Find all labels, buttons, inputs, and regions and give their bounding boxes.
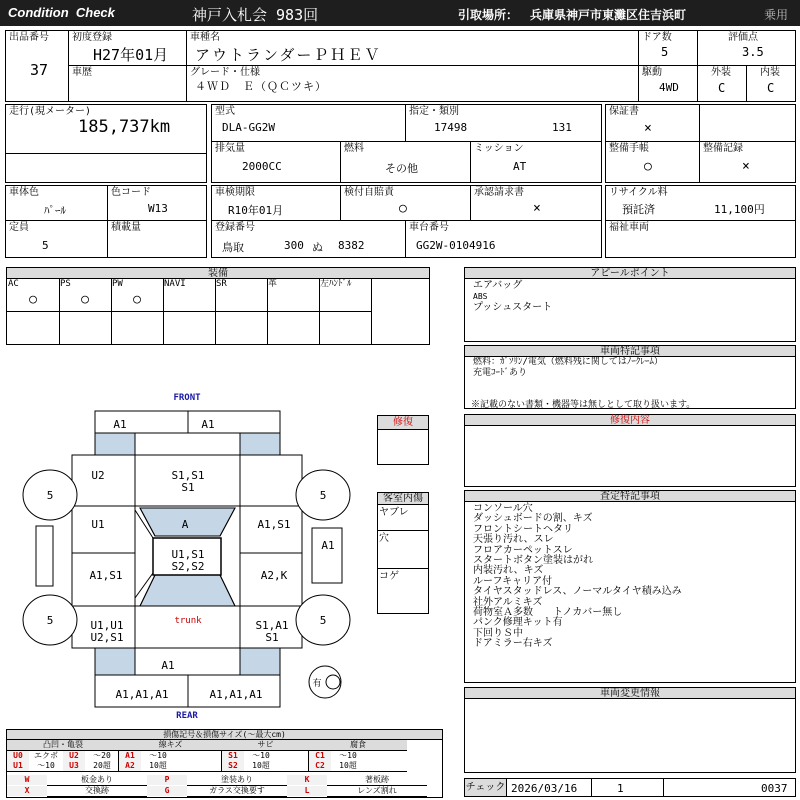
legend-code: K — [287, 775, 327, 785]
legend-desc: 10超 — [252, 761, 270, 770]
drive-cell: 駆動 4WD — [638, 65, 698, 102]
inspection-note: ドアミラー右キズ — [473, 638, 553, 650]
legend-code: U0 — [7, 751, 29, 761]
modification-title: 車両変更情報 — [465, 688, 795, 699]
tire-rear-right: 5 — [319, 614, 327, 627]
special-list — [473, 357, 663, 379]
exterior-grade: C — [718, 81, 726, 95]
legend-title: 損傷記号＆損傷サイズ(〜最大cm) — [7, 730, 442, 740]
legend-code: L — [287, 786, 327, 796]
legend-code: P — [147, 775, 187, 785]
mark-bonnet: S1,S1 S1 — [171, 469, 205, 494]
approval-request: × — [533, 201, 541, 216]
inspection-note: コンソール穴 — [473, 503, 533, 514]
chassis-number-cell: 車台番号 GG2W-0104916 — [405, 220, 602, 258]
equipment-empty-cell — [319, 312, 372, 344]
legend-group-name: サビ — [222, 740, 309, 751]
header-bar — [0, 0, 800, 26]
score-cell: 評価点 3.5 — [697, 30, 796, 66]
legend-desc: 〜20 — [93, 751, 111, 760]
inspection-note: ルーフキャリア付 — [473, 575, 553, 587]
maintenance-record-cell: 整備記録 × — [699, 141, 796, 183]
fuel-cell: 燃料 その他 — [340, 141, 471, 183]
color-code-cell: 色コード W13 — [107, 185, 207, 221]
pickup-label: 引取場所： — [458, 8, 519, 22]
front-label: FRONT — [173, 393, 201, 403]
inspection-expiry: R10年01月 — [228, 204, 284, 217]
first-registration-cell: 初度登録 H27年01月 — [68, 30, 187, 66]
check-date: 2026/03/16 — [511, 782, 578, 795]
mark-right-rear-door: A2,K — [260, 569, 288, 582]
appeal-item: エアバッグ — [473, 280, 523, 291]
mileage: 185,737km — [78, 117, 171, 137]
grade-cell: グレード・仕様 ４ＷＤ Ｅ（ＱＣツキ） — [186, 65, 639, 102]
plate-area: 鳥取 — [222, 241, 244, 254]
equipment-empty-cell — [111, 312, 164, 344]
maintenance-book: ○ — [644, 159, 652, 174]
legend-desc: 〜10 — [339, 751, 357, 760]
legend-desc: レンズ割れ — [327, 786, 427, 797]
legend-desc: 板金あり — [47, 775, 147, 786]
plate-number: 8382 — [338, 239, 365, 252]
legend-code: C2 — [309, 761, 331, 771]
tire-front-left: 5 — [46, 489, 54, 502]
appeal-points — [464, 267, 796, 342]
pickup-location: 兵庫県神戸市東灘区住吉浜町 — [530, 8, 687, 22]
legend-desc: 〜10 — [149, 751, 167, 760]
legend-desc: 20超 — [93, 761, 111, 770]
displacement: 2000CC — [242, 160, 282, 173]
maintenance-book-cell: 整備手帳 ○ — [605, 141, 700, 183]
load-capacity-cell: 積載量 — [107, 220, 207, 258]
legend-code: S1 — [222, 751, 244, 761]
mileage-sub-cell — [5, 153, 207, 183]
inspection-note: 内装汚れ、キズ — [473, 565, 544, 577]
maintenance-record: × — [742, 159, 750, 174]
inspection-note: 天張り汚れ、スレ — [473, 534, 554, 546]
legend-desc: 10超 — [149, 761, 167, 770]
legend-group — [222, 740, 309, 772]
approval-cell: 承認請求書 × — [470, 185, 602, 221]
inspection-notes-title: 査定特記事項 — [465, 491, 795, 502]
equipment-empty-cell — [215, 312, 268, 344]
repair-content — [464, 414, 796, 487]
mark-windshield: A — [181, 518, 189, 531]
plate-class: 300 — [284, 239, 304, 252]
legend-group-name: 凸凹・亀裂 — [7, 740, 119, 751]
special-item: 充電ｺｰﾄﾞあり — [473, 368, 528, 378]
doors-cell: ドア数 5 — [638, 30, 698, 66]
equipment-item: AC ○ — [7, 279, 60, 312]
interior-damage-burn: コゲ — [379, 571, 399, 582]
mileage-cell: 走行(現メーター) 185,737km — [5, 104, 207, 154]
model-cell: 型式 DLA-GG2W — [211, 104, 406, 142]
warranty-blank-cell — [699, 104, 796, 142]
legend-code: U1 — [7, 761, 29, 771]
legend-code: S2 — [222, 761, 244, 771]
body-color: ﾊﾟｰﾙ — [44, 204, 66, 217]
tire-rear-left: 5 — [46, 614, 54, 627]
mission: AT — [513, 160, 527, 173]
special-footnote: ※記載のない書類・機器等は無しとして取り扱います。 — [471, 400, 696, 410]
mark-left-front-door: U1 — [91, 518, 105, 531]
legend-desc: 〜10 — [37, 761, 55, 770]
inspection-note: 荷物室Ａ多数 トノカバー無し — [473, 607, 623, 619]
mark-rear-bumper: A1 — [161, 659, 175, 672]
equipment-item: SR — [215, 279, 268, 312]
legend-desc: ガラス交換要す — [187, 786, 287, 797]
rear-label: REAR — [176, 711, 198, 721]
legend-code: A2 — [119, 761, 141, 771]
appeal-item: ABS — [473, 292, 488, 301]
equipment-title: 装備 — [7, 268, 429, 279]
mark-right-front-fender: A1,S1 — [257, 518, 291, 531]
car-name: アウトランダーＰＨＥＶ — [195, 46, 382, 64]
model-code: DLA-GG2W — [222, 121, 275, 134]
inspection-note: タイヤスタッドレス、ノーマルタイヤ積み込み — [473, 586, 682, 598]
drive: 4WD — [659, 81, 679, 94]
check-id: 0037 — [761, 782, 788, 795]
legend-group-name: 腐食 — [309, 740, 407, 751]
repair-box — [377, 415, 429, 465]
capacity: 5 — [42, 239, 49, 252]
equipment-item: NAVI — [163, 279, 216, 312]
modification-info — [464, 687, 796, 773]
appeal-item: プッシュスタート — [473, 302, 553, 313]
condition-check-title: Condition Check — [8, 5, 115, 20]
spare-tire: 有 — [312, 679, 322, 689]
legend-desc: 10超 — [339, 761, 357, 770]
appeal-title: アピールポイント — [465, 268, 795, 279]
legend-code: X — [7, 786, 47, 796]
chassis-number: GG2W-0104916 — [416, 239, 496, 252]
body-color-cell: 車体色 ﾊﾟｰﾙ — [5, 185, 108, 221]
equipment-empty-cell — [7, 312, 60, 344]
mark-left-front-fender: U2 — [91, 469, 105, 482]
inspection-note: 下回りＳ中 — [473, 627, 523, 639]
legend-desc: 〜10 — [252, 751, 270, 760]
grade: ４ＷＤ Ｅ（ＱＣツキ） — [195, 80, 327, 93]
interior-cell: 内装 C — [746, 65, 796, 102]
liability-cell: 検付自賠責 ○ — [340, 185, 471, 221]
tire-front-right: 5 — [319, 489, 327, 502]
interior-damage-title: 客室内傷 — [378, 493, 428, 505]
history-cell: 車歴 — [68, 65, 187, 102]
equipment-item: PS ○ — [59, 279, 112, 312]
score: 3.5 — [742, 45, 764, 59]
check-count: 1 — [617, 782, 624, 795]
recycle-fee: 11,100円 — [714, 203, 765, 216]
category-number: 131 — [552, 121, 572, 134]
plate-kana: ぬ — [312, 241, 323, 254]
mark-front-left-bumper: A1 — [113, 418, 127, 431]
color-code: W13 — [148, 202, 168, 215]
special-item: 燃料：ｶﾞｿﾘﾝ/電気（燃料残に関してはﾉｰｸﾚｰﾑ） — [473, 357, 663, 367]
car-name-cell: 車種名 アウトランダーＰＨＥＶ — [186, 30, 639, 66]
appeal-list — [473, 280, 552, 313]
equipment-item: 左ﾊﾝﾄﾞﾙ — [319, 279, 372, 312]
inspection-note: パンク修理キット有 — [473, 617, 563, 629]
legend-desc: 塗装あり — [187, 775, 287, 786]
inspection-notes-list — [473, 504, 682, 650]
recycle-status: 預託済 — [622, 203, 655, 216]
plate-number-cell: 登録番号 鳥取 300 ぬ 8382 — [211, 220, 406, 258]
recycle-fee-cell: リサイクル料 預託済 11,100円 — [605, 185, 796, 221]
interior-damage-box — [377, 492, 429, 614]
lot-number: 37 — [30, 61, 49, 79]
check-label: チェック — [465, 779, 507, 796]
damage-legend — [6, 729, 443, 798]
legend-code: W — [7, 775, 47, 785]
designation-number: 17498 — [434, 121, 468, 134]
mission-cell: ミッション AT — [470, 141, 602, 183]
fuel: その他 — [385, 162, 418, 175]
special-title: 車両特記事項 — [465, 346, 795, 357]
warranty-cell: 保証書 × — [605, 104, 700, 142]
inspection-note: フロントシートヘタリ — [473, 523, 573, 535]
legend-group — [7, 740, 119, 772]
check-row — [464, 778, 796, 797]
interior-damage-tear: ヤブレ — [378, 505, 428, 531]
repair-content-title: 修復内容 — [465, 415, 795, 426]
inspection-note: 社外アルミキズ — [473, 596, 543, 608]
equipment-empty-cell — [267, 312, 320, 344]
legend-code: A1 — [119, 751, 141, 761]
legend-code: G — [147, 786, 187, 796]
car-kind: 乗用 — [764, 8, 789, 22]
inspection-expiry-cell: 車検期限 R10年01月 — [211, 185, 341, 221]
legend-group — [119, 740, 222, 772]
liability-insurance: ○ — [399, 201, 407, 216]
mark-left-quarter: U1,U1 U2,S1 — [90, 619, 124, 644]
legend-code: U2 — [63, 751, 85, 761]
legend-desc: 交換跡 — [47, 786, 147, 797]
legend-desc: エクボ — [34, 751, 58, 760]
doors: 5 — [661, 45, 669, 59]
interior-damage-hole: 穴 — [378, 531, 428, 569]
legend-group — [309, 740, 407, 772]
inspection-notes — [464, 490, 796, 683]
equipment-item: PW ○ — [111, 279, 164, 312]
mark-rear-right: A1,A1,A1 — [209, 688, 263, 701]
mark-right-quarter: S1,A1 S1 — [255, 619, 289, 644]
designation-cell: 指定・類別 17498 131 — [405, 104, 602, 142]
welfare-vehicle-cell: 福祉車両 — [605, 220, 796, 258]
mark-rear-left: A1,A1,A1 — [115, 688, 169, 701]
equipment-empty-cell — [163, 312, 216, 344]
inspection-note: フロアカーペットスレ — [473, 544, 573, 556]
exterior-cell: 外装 C — [697, 65, 747, 102]
capacity-cell: 定員 5 — [5, 220, 108, 258]
inspection-note: ダッシュボードの割、キズ — [473, 513, 593, 525]
inspection-note: スタートボタン塗装はがれ — [473, 555, 593, 567]
mark-left-rear-door: A1,S1 — [89, 569, 123, 582]
mark-roof: U1,S1 S2,S2 — [171, 548, 205, 573]
repair-label: 修復 — [378, 416, 428, 430]
mark-front-right-bumper: A1 — [201, 418, 215, 431]
legend-group-name: 線キズ — [119, 740, 222, 751]
special-notes — [464, 345, 796, 409]
first-registration: H27年01月 — [93, 46, 169, 64]
legend-code: C1 — [309, 751, 331, 761]
equipment-empty-cell — [59, 312, 112, 344]
displacement-cell: 排気量 2000CC — [211, 141, 341, 183]
equipment-item: 革 — [267, 279, 320, 312]
auction-name: 神戸入札会 983回 — [192, 6, 319, 24]
legend-code: U3 — [63, 761, 85, 771]
warranty: × — [644, 121, 652, 136]
legend-desc: 著板跡 — [327, 775, 427, 786]
trunk-label: trunk — [174, 616, 202, 626]
equipment-table — [6, 267, 430, 345]
lot-number-cell: 出品番号 37 — [5, 30, 69, 102]
mark-right-front-door: A1 — [321, 539, 335, 552]
interior-grade: C — [767, 81, 775, 95]
